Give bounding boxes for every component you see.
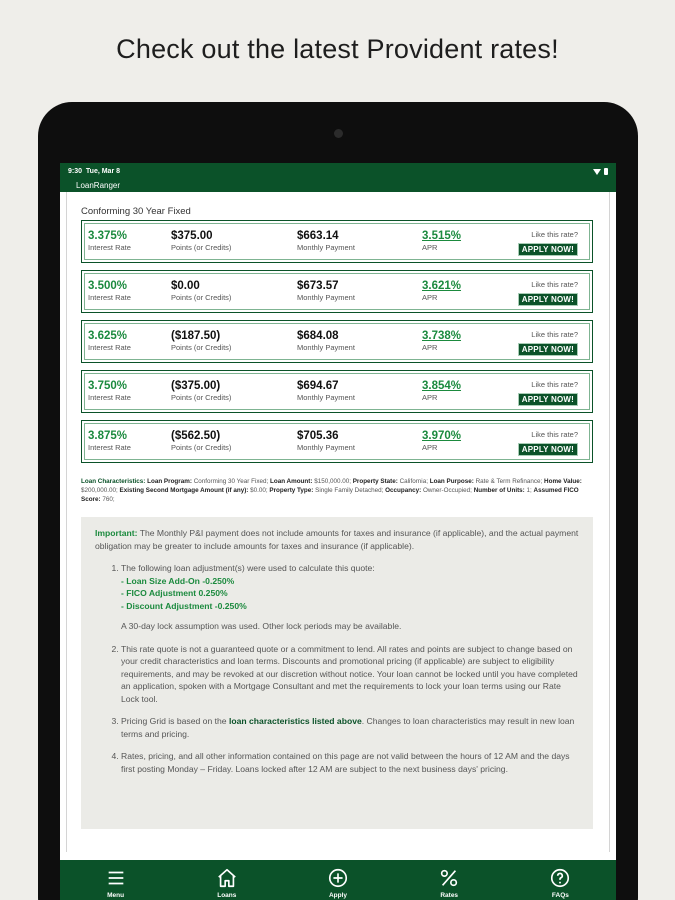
payment-value: $694.67 <box>297 380 339 392</box>
nav-menu[interactable]: Menu <box>60 860 171 900</box>
like-rate-text: Like this rate? <box>531 280 578 289</box>
apr-link[interactable]: 3.738% <box>422 330 462 342</box>
payment-label: Monthly Payment <box>297 243 355 252</box>
apply-now-button[interactable]: APPLY NOW! <box>518 393 578 406</box>
points-label: Points (or Credits) <box>171 443 232 452</box>
wifi-icon <box>593 169 601 175</box>
tablet-frame <box>38 102 638 900</box>
interest-rate-value: 3.875% <box>88 430 128 442</box>
loan-characteristics: Loan Characteristics: Loan Program: Conforming 30 Year Fixed; Loan Amount: $150,000.00; Property State: California; Loan Purpose: Rate & Term Refinance; Home Value: $200,000.00; Existing Second Mortgage Amount (if any): $0.00; Property Type: Single Family Detached; Occupancy: Owner-Occupied; Number of Units: 1; Assumed FICO Score: 760; <box>81 478 582 503</box>
apply-now-button[interactable]: APPLY NOW! <box>518 293 578 306</box>
interest-rate-label: Interest Rate <box>88 443 131 452</box>
payment-value: $663.14 <box>297 230 339 242</box>
like-rate-text: Like this rate? <box>531 230 578 239</box>
disclosure-item-4: 4. Rates, pricing, and all other information contained on this page are not valid between the hours of 12 AM and the days first posting Monday – Friday. Loans locked after 12 AM are subject to the next business days' pricing. <box>121 750 579 775</box>
points-value: $0.00 <box>171 280 200 292</box>
disclosure-item-1: 1. The following loan adjustment(s) were used to calculate this quote: - Loan Size Add-On -0.250% - FICO Adjustment 0.250% - Discount Adjustment -0.250% A 30-day lock assumption was used. Other lock periods may be available. <box>121 562 579 633</box>
section-title: Conforming 30 Year Fixed <box>81 206 191 217</box>
apr-label: APR <box>422 343 438 352</box>
payment-label: Monthly Payment <box>297 393 355 402</box>
like-rate-text: Like this rate? <box>531 330 578 339</box>
rate-card-1 <box>81 220 593 263</box>
points-value: ($562.50) <box>171 430 221 442</box>
lock-note: A 30-day lock assumption was used. Other lock periods may be available. <box>121 621 402 631</box>
nav-faqs[interactable]: FAQs <box>505 860 616 900</box>
like-rate-text: Like this rate? <box>531 430 578 439</box>
apply-now-button[interactable]: APPLY NOW! <box>518 443 578 456</box>
nav-apply[interactable]: Apply <box>282 860 393 900</box>
interest-rate-value: 3.750% <box>88 380 128 392</box>
like-rate-text: Like this rate? <box>531 380 578 389</box>
rate-card-2 <box>81 270 593 313</box>
nav-loans[interactable]: Loans <box>171 860 282 900</box>
apply-now-button[interactable]: APPLY NOW! <box>518 243 578 256</box>
app-title: LoanRanger <box>60 180 616 192</box>
question-circle-icon <box>548 867 572 889</box>
status-icons <box>593 168 608 175</box>
interest-rate-value: 3.500% <box>88 280 128 292</box>
apr-link[interactable]: 3.515% <box>422 230 462 242</box>
headline: Check out the latest Provident rates! <box>116 34 559 64</box>
disclosure-item-3: 3. Pricing Grid is based on the loan characteristics listed above. Changes to loan characteristics may result in new loan terms and pricing. <box>121 715 579 740</box>
payment-value: $673.57 <box>297 280 339 292</box>
important-note: Important: The Monthly P&I payment does not include amounts for taxes and insurance (if applicable), and the actual payment obligation may be greater to include amounts for taxes and insurance (if applicable). <box>95 528 579 551</box>
payment-value: $705.36 <box>297 430 339 442</box>
points-label: Points (or Credits) <box>171 343 232 352</box>
apr-link[interactable]: 3.621% <box>422 280 462 292</box>
points-label: Points (or Credits) <box>171 393 232 402</box>
interest-rate-label: Interest Rate <box>88 393 131 402</box>
apr-label: APR <box>422 393 438 402</box>
nav-rates[interactable]: Rates <box>394 860 505 900</box>
disclosure-item-2: 2. This rate quote is not a guaranteed quote or a commitment to lend. All rates and points are subject to change based on your credit characteristics and loan terms. Discounts and promotional pricing (if applicable) are subject to eligibility requirements, and may be revoked at our discretion without notice. Your loan cannot be locked until you have completed an application, spoken with a Mortgage Consultant and met the requirements to lock your loan terms using our Rate Lock tool. <box>121 643 579 706</box>
disclosure-list <box>95 562 579 775</box>
apr-label: APR <box>422 243 438 252</box>
tablet-screen <box>60 163 616 900</box>
adjustment-2: - FICO Adjustment 0.250% <box>121 588 228 598</box>
disclosure-box <box>81 517 593 829</box>
apr-link[interactable]: 3.970% <box>422 430 462 442</box>
plus-circle-icon <box>326 867 350 889</box>
battery-icon <box>604 168 608 175</box>
adjustment-3: - Discount Adjustment -0.250% <box>121 600 247 611</box>
points-value: $375.00 <box>171 230 213 242</box>
rate-list <box>81 220 593 470</box>
points-label: Points (or Credits) <box>171 293 232 302</box>
points-value: ($375.00) <box>171 380 221 392</box>
percent-icon <box>437 867 461 889</box>
apr-label: APR <box>422 443 438 452</box>
interest-rate-label: Interest Rate <box>88 243 131 252</box>
payment-label: Monthly Payment <box>297 293 355 302</box>
interest-rate-value: 3.375% <box>88 230 128 242</box>
apply-now-button[interactable]: APPLY NOW! <box>518 343 578 356</box>
camera-dot <box>334 129 343 138</box>
points-label: Points (or Credits) <box>171 243 232 252</box>
menu-icon <box>104 867 128 889</box>
rate-card-3 <box>81 320 593 363</box>
adjustment-1: - Loan Size Add-On -0.250% <box>121 575 235 586</box>
interest-rate-value: 3.625% <box>88 330 128 342</box>
apr-label: APR <box>422 293 438 302</box>
home-icon <box>215 867 239 889</box>
bottom-nav <box>60 860 616 900</box>
points-value: ($187.50) <box>171 330 221 342</box>
payment-label: Monthly Payment <box>297 343 355 352</box>
status-time: 9:30 Tue, Mar 8 <box>68 168 121 175</box>
payment-label: Monthly Payment <box>297 443 355 452</box>
apr-link[interactable]: 3.854% <box>422 380 462 392</box>
interest-rate-label: Interest Rate <box>88 343 131 352</box>
loan-characteristics-link[interactable]: loan characteristics listed above <box>228 716 362 726</box>
rate-card-4 <box>81 370 593 413</box>
rates-content[interactable] <box>66 192 610 852</box>
rate-card-5 <box>81 420 593 463</box>
payment-value: $684.08 <box>297 330 339 342</box>
status-bar <box>60 163 616 180</box>
interest-rate-label: Interest Rate <box>88 293 131 302</box>
